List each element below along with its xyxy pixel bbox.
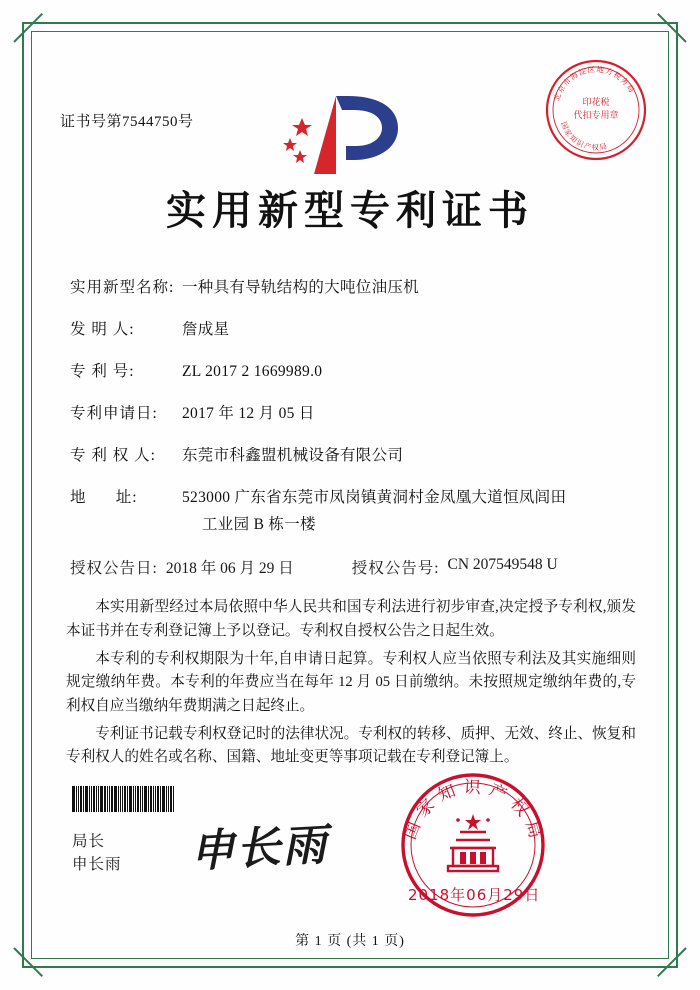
field-label: 专 利 号: xyxy=(70,362,135,380)
paragraph: 本专利的专利权期限为十年,自申请日起算。专利权人应当依照专利法及其实施细则规定缴纳年费。本专利的年费应当在每年 12 月 05 日前缴纳。未按照规定缴纳年费的,专利权自应当缴纳年费期满之日起终止。 xyxy=(66,650,636,715)
field-label: 专利申请日: xyxy=(70,404,158,422)
svg-text:印花税: 印花税 xyxy=(582,98,610,108)
seal-date: 2018年06月29日 xyxy=(408,886,541,904)
field-row-address xyxy=(70,488,640,536)
barcode xyxy=(72,786,196,812)
field-row-patent-number xyxy=(70,362,640,383)
announcement-date xyxy=(70,556,294,578)
field-row-application-date xyxy=(70,404,640,425)
svg-text:北京市海淀区地方税务局: 北京市海淀区地方税务局 xyxy=(552,64,637,103)
announcement-number-label: 授权公告号: xyxy=(351,560,440,578)
handwritten-signature: 申长雨 xyxy=(188,819,330,878)
director-role-label: 局长 xyxy=(72,833,106,850)
address-line-2: 工业园 B 栋一楼 xyxy=(202,515,316,533)
fields-list xyxy=(60,278,640,578)
field-label: 地 址: xyxy=(70,488,138,506)
certificate-content xyxy=(60,70,640,774)
field-value: 一种具有导轨结构的大吨位油压机 xyxy=(182,279,420,296)
svg-text:国家知识产权局: 国家知识产权局 xyxy=(559,120,609,153)
signature-block xyxy=(72,830,122,877)
legal-paragraphs xyxy=(60,596,640,769)
field-value: 东莞市科鑫盟机械设备有限公司 xyxy=(182,446,404,464)
address-line-1: 523000 广东省东莞市凤岗镇黄洞村金凤凰大道恒凤闾田 xyxy=(182,488,567,506)
field-row-patentee xyxy=(70,446,640,467)
announcement-number xyxy=(352,556,558,578)
page-title: 实用新型专利证书 xyxy=(166,188,534,234)
announcement-date-label: 授权公告日: xyxy=(70,560,158,578)
paragraph: 本实用新型经过本局依照中华人民共和国专利法进行初步审查,决定授予专利权,颁发本证书并在专利登记簿上予以登记。专利权自授权公告之日起生效。 xyxy=(66,599,636,640)
paragraph: 专利证书记载专利权登记时的法律状况。专利权的转移、质押、无效、终止、恢复和专利权人的姓名或名称、国籍、地址变更等事项记载在专利登记簿上。 xyxy=(66,725,636,766)
svg-text:国家知识产权局: 国家知识产权局 xyxy=(400,777,548,848)
announcement-row xyxy=(70,556,640,578)
field-row-utility-model-name xyxy=(70,278,640,299)
director-name-label: 申长雨 xyxy=(72,856,122,874)
field-label: 专 利 权 人: xyxy=(70,446,156,464)
field-label: 发 明 人: xyxy=(70,320,135,338)
field-value: ZL 2017 2 1669989.0 xyxy=(182,362,323,380)
announcement-date-value: 2018 年 06 月 29 日 xyxy=(165,560,294,578)
field-value-address xyxy=(182,488,640,536)
field-label: 实用新型名称: xyxy=(70,279,175,296)
svg-text:代扣专用章: 代扣专用章 xyxy=(573,111,619,121)
field-value: 詹成星 xyxy=(182,320,230,338)
certificate-number: 证书号第7544750号 xyxy=(60,114,194,130)
field-value: 2017 年 12 月 05 日 xyxy=(182,404,315,422)
field-row-inventor xyxy=(70,320,640,341)
page-footer: 第 1 页 (共 1 页) xyxy=(295,934,405,949)
announcement-number-value: CN 207549548 U xyxy=(447,556,558,574)
